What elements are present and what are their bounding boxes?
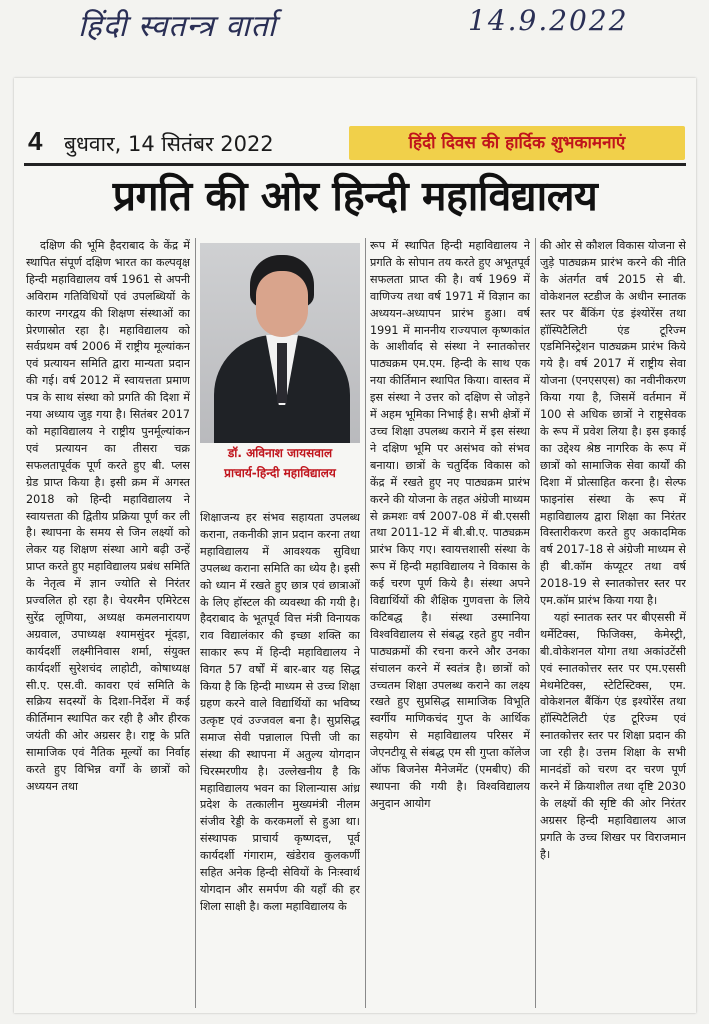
article-column-2 xyxy=(200,510,360,1008)
article-paragraph: की ओर से कौशल विकास योजना से जुड़े पाठ्यक्रम प्रारंभ करने की नीति के अंतर्गत वर्ष 2015 से बी. वोकेशनल स्टडीज के अधीन स्नातक स्तर पर बैंकिंग एंड इंश्योरेंस तथा हॉस्पिटैलिटी एंड टूरिज्म एडमिनिस्ट्रेशन पाठ्यक्रम प्रारंभ किये गये है। वर्ष 2017 में राष्ट्रीय सेवा योजना (एनएसएस) का नवीनीकरण किया गया है, जिसमें वर्तमान में 100 से अधिक छात्रों ने राष्ट्रसेवक के रूप में प्रवेश लिया है। इस इकाई का उद्देश्य श्रेष्ठ नागरिक के रूप में छात्रों को सामाजिक सेवा कार्यों की दिशा में प्रोत्साहित करना है। सेल्फ फाइनांस संस्था के रूप में महाविद्यालय द्वारा शिक्षा का निरंतर विस्तारीकरण करते हुए अकादमिक वर्ष 2017-18 से अंग्रेजी माध्यम से ही बी.कॉम कंप्यूटर तथा वर्ष 2018-19 से स्नातकोत्तर स्तर पर एम.कॉम प्रारंभ किया गया है। xyxy=(540,239,686,608)
column-divider xyxy=(365,238,366,1008)
article-paragraph: शिक्षाजन्य हर संभव सहायता उपलब्ध कराना, तकनीकी ज्ञान प्रदान करना तथा महाविद्यालय में आवश्यक सुविधा उपलब्ध कराना समिति का ध्येय है। इसी को ध्यान में रखते हुए छात्र एवं छात्राओं के लिए हॉस्टल की व्यवस्था की गयी है। हैदराबाद के भूतपूर्व वित्त मंत्री विनायक राव विद्यालंकार की इच्छा शक्ति का साकार रूप में हिन्दी महाविद्यालय ने विगत 57 वर्षों में बार-बार यह सिद्ध किया है कि हिन्दी माध्यम से उच्च शिक्षा ग्रहण करने वाले विद्यार्थियों का भविष्य उत्कृष्ट एवं उज्जवल बना है। सुप्रसिद्ध समाज सेवी पन्नालाल पित्ती जी का संस्था की स्थापना में अतुल्य योगदान चिरस्मरणीय है। उल्लेखनीय है कि महाविद्यालय भवन का शिलान्यास आंध्र प्रदेश के तत्कालीन मुख्यमंत्री नीलम संजीव रेड्डी के करकमलों से हुआ था। संस्थापक प्राचार्य कृष्णदत्त, पूर्व कार्यदर्शी गंगाराम, खंडेराव कुलकर्णी सहित अनेक हिन्दी सेवियों के निःस्वार्थ योगदान और समर्पण की यहाँ की हर शिला साक्षी है। कला महाविद्यालय के xyxy=(200,511,360,913)
photo-caption xyxy=(200,443,360,491)
handwritten-date: 14.9.2022 xyxy=(468,4,629,37)
article-column-3 xyxy=(370,238,530,1008)
caption-title: प्राचार्य-हिन्दी महाविद्यालय xyxy=(224,466,336,480)
newspaper-clipping xyxy=(14,78,696,1013)
header-rule xyxy=(24,163,686,166)
photo-face xyxy=(256,271,308,337)
article-column-4 xyxy=(540,238,686,1008)
photo-tie xyxy=(277,343,287,403)
column-divider xyxy=(195,238,196,1008)
article-paragraph: रूप में स्थापित हिन्दी महाविद्यालय ने प्रगति के सोपान तय करते हुए अभूतपूर्व सफलता प्राप्त की है। वर्ष 1969 में वाणिज्य तथा वर्ष 1971 में विज्ञान का अध्ययन-अध्यापन प्रारंभ हुआ। वर्ष 1991 में माननीय राज्यपाल कृष्णकांत के आशीर्वाद से संस्था ने स्नातकोत्तर पाठ्यक्रम एम.एम. हिन्दी के साथ एक नया कीर्तिमान स्थापित किया। वास्तव में इस संस्था ने उत्तर को दक्षिण से जोड़ने में अहम भूमिका निभाई है। सभी क्षेत्रों में उच्च शिक्षा उपलब्ध कराने में इस संस्था ने दक्षिण भूमि पर असंभव को संभव बनाया। छात्रों के चतुर्दिक विकास को केंद्र में रखते हुए नए पाठ्यक्रम प्रारंभ करने की योजना के तहत अंग्रेजी माध्यम से क्रमशः वर्ष 2007-08 में बी.एससी तथा 2011-12 में बी.बी.ए. पाठ्यक्रम प्रारंभ किए गए। स्वायत्तशासी संस्था के रूप में हिन्दी महाविद्यालय ने विकास के कई चरण पूर्ण किये है। संस्था अपने विद्यार्थियों की शैक्षिक गुणवत्ता के लिये कटिबद्ध है। संस्था उस्मानिया विश्वविद्यालय से संबद्ध रहते हुए नवीन पाठ्यक्रमों की रचना करने और उनका संचालन करने में स्वतंत्र है। छात्रों को उच्चतम शिक्षा उपलब्ध कराने का लक्ष्य रखते हुए सुप्रसिद्ध सामाजिक विभूति स्वर्गीय माणिकचंद गुप्त के आर्थिक सहयोग से महाविद्यालय परिसर में जेएनटीयू से संबद्ध एम सी गुप्ता कॉलेज ऑफ बिजनेस मैनेजमेंट (एमबीए) की स्थापना की गयी है। विश्वविद्यालय अनुदान आयोग xyxy=(370,239,530,810)
principal-photo xyxy=(200,243,360,443)
handwritten-source: हिंदी स्वतन्त्र वार्ता xyxy=(78,9,277,44)
caption-name: डॉ. अविनाश जायसवाल xyxy=(227,446,333,460)
article-column-1 xyxy=(26,238,190,1008)
greeting-banner: हिंदी दिवस की हार्दिक शुभकामनाएं xyxy=(349,126,685,160)
article-paragraph: यहां स्नातक स्तर पर बीएससी में थर्मेटिक्स, फिजिक्स, केमेस्ट्री, बी.वोकेशनल योगा तथा अकांउटेंसी एवं स्नातकोत्तर स्तर पर एम.एससी मेथमेटिक्स, स्टेटिस्टिक्स, एम. वोकेशनल बैंकिंग एंड इश्योरेंस तथा हॉस्पिटैलिटी एंड टूरिज्म एवं स्नातकोत्तर स्तर पर शिक्षा प्रदान की जा रही है। उत्तम शिक्षा के सभी मानदंडों को चरण दर चरण पूर्ण करने में क्रियाशील तथा दृष्टि 2030 के लक्ष्यों की सृष्टि की ओर निरंतर अग्रसर हिन्दी महाविद्यालय आज प्रगति के उच्च शिखर पर विराजमान है। xyxy=(540,610,686,861)
column-divider xyxy=(535,238,536,1008)
date-line: बुधवार, 14 सितंबर 2022 xyxy=(64,132,274,156)
headline: प्रगति की ओर हिन्दी महाविद्यालय xyxy=(112,172,598,220)
article-paragraph: दक्षिण की भूमि हैदराबाद के केंद्र में स्थापित संपूर्ण दक्षिण भारत का कल्पवृक्ष हिन्दी महाविद्यालय वर्ष 1961 से अपनी अविराम गतिविधियों एवं उपलब्धियों के कारण नगरद्वय की शिक्षण संस्थाओं का प्रेरणास्रोत रहा है। महाविद्यालय को सर्वप्रथम वर्ष 2006 में राष्ट्रीय मूल्यांकन एवं प्रत्यायन समिति द्वारा मान्यता प्रदान की गई। वर्ष 2012 में स्वायत्तता प्रमाण पत्र के साथ संस्था को प्रगति की दिशा में नया अध्याय जुड़ गया है। सितंबर 2017 को महाविद्यालय ने राष्ट्रीय पुनर्मूल्यांकन एवं प्रत्यायन का तीसरा चक्र सफलतापूर्वक पूर्ण करते हुए बी. प्लस ग्रेड प्राप्त किया है। इसी क्रम में अगस्त 2018 को हिन्दी महाविद्यालय ने स्वायत्तता की द्वितीय प्रक्रिया पूर्ण कर ली है। स्थापना के समय से जिन लक्ष्यों को लेकर यह शिक्षण संस्था आगे बढ़ी उन्हें प्राप्त करते हुए महाविद्यालय प्रबंध समिति के नेतृत्व में ज्ञान ज्योति से निरंतर प्रज्वलित हो रहा है। चेयरमैन एमिरेटस सुरेंद्र लूणिया, अध्यक्ष कमलनारायण अग्रवाल, उपाध्यक्ष श्यामसुंदर मूंदड़ा, कार्यदर्शी लक्ष्मीनिवास शर्मा, संयुक्त कार्यदर्शी सुरेशचंद लाहोटी, कोषाध्यक्ष सी.ए. एस.वी. कावरा एवं समिति के सक्रिय सदस्यों के दिशा-निर्देश में कई कीर्तिमान स्थापित कर रही है और हीरक जयंती की ओर अग्रसर है। राष्ट्र के प्रति सामाजिक एवं नैतिक मूल्यों का निर्वाह करते हुए विभिन्न वर्गों के छात्रों को अध्ययन तथा xyxy=(26,239,190,793)
header-strip xyxy=(14,126,696,160)
page-number: 4 xyxy=(28,126,43,156)
